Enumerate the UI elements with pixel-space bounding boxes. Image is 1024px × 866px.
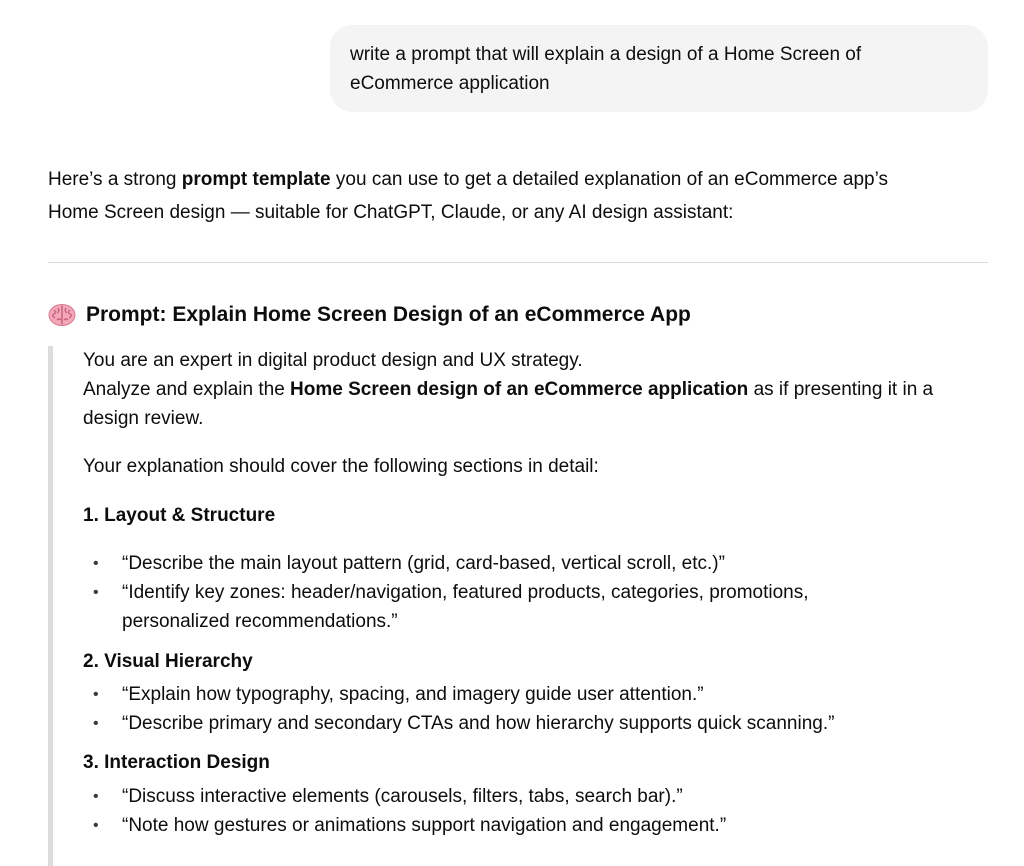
divider — [48, 262, 988, 263]
section-title: 2. Visual Hierarchy — [83, 651, 253, 672]
section-title: 1. Layout & Structure — [83, 505, 276, 526]
bullet-dot: • — [93, 817, 99, 834]
quote-text: Analyze and explain the — [83, 379, 291, 400]
quote-line: design review. — [83, 408, 204, 429]
assistant-intro — [48, 163, 993, 229]
section-title: 3. Interaction Design — [83, 752, 270, 773]
list-item-text: personalized recommendations.” — [122, 611, 398, 632]
quote-text: as if presenting it in a — [748, 379, 934, 400]
brain-icon — [48, 303, 76, 327]
intro-text: you can use to get a detailed explanation of an eCommerce app’s — [330, 169, 888, 190]
list-item-text: “Identify key zones: header/navigation, featured products, categories, promotions, — [122, 582, 809, 603]
bullet-dot: • — [93, 584, 99, 601]
intro-bold: prompt template — [181, 169, 331, 190]
intro-line — [48, 163, 993, 196]
user-message-bubble — [330, 25, 988, 112]
intro-text: Here’s a strong — [48, 169, 182, 190]
list-item-text: “Discuss interactive elements (carousels, filters, tabs, search bar).” — [122, 786, 683, 807]
prompt-heading — [48, 299, 691, 331]
intro-line: Home Screen design — suitable for ChatGPT, Claude, or any AI design assistant: — [48, 202, 734, 223]
list-item-text: “Describe primary and secondary CTAs and how hierarchy supports quick scanning.” — [122, 713, 835, 734]
user-message-line: write a prompt that will explain a design of a Home Screen of — [350, 44, 862, 65]
bullet-dot: • — [93, 555, 99, 572]
quote-bold: Home Screen design of an eCommerce application — [290, 379, 749, 400]
prompt-heading-text: Prompt: Explain Home Screen Design of an eCommerce App — [86, 303, 691, 326]
prompt-blockquote — [48, 346, 993, 866]
bullet-dot: • — [93, 686, 99, 703]
quote-line: You are an expert in digital product design and UX strategy. — [83, 350, 583, 371]
list-item-text: “Explain how typography, spacing, and imagery guide user attention.” — [122, 684, 704, 705]
bullet-dot: • — [93, 715, 99, 732]
list-item-text: “Note how gestures or animations support navigation and engagement.” — [122, 815, 727, 836]
quote-line: Your explanation should cover the following sections in detail: — [83, 456, 599, 477]
user-message-line: eCommerce application — [350, 73, 550, 94]
quote-line — [83, 375, 933, 404]
bullet-dot: • — [93, 788, 99, 805]
list-item-text: “Describe the main layout pattern (grid, card-based, vertical scroll, etc.)” — [122, 553, 725, 574]
